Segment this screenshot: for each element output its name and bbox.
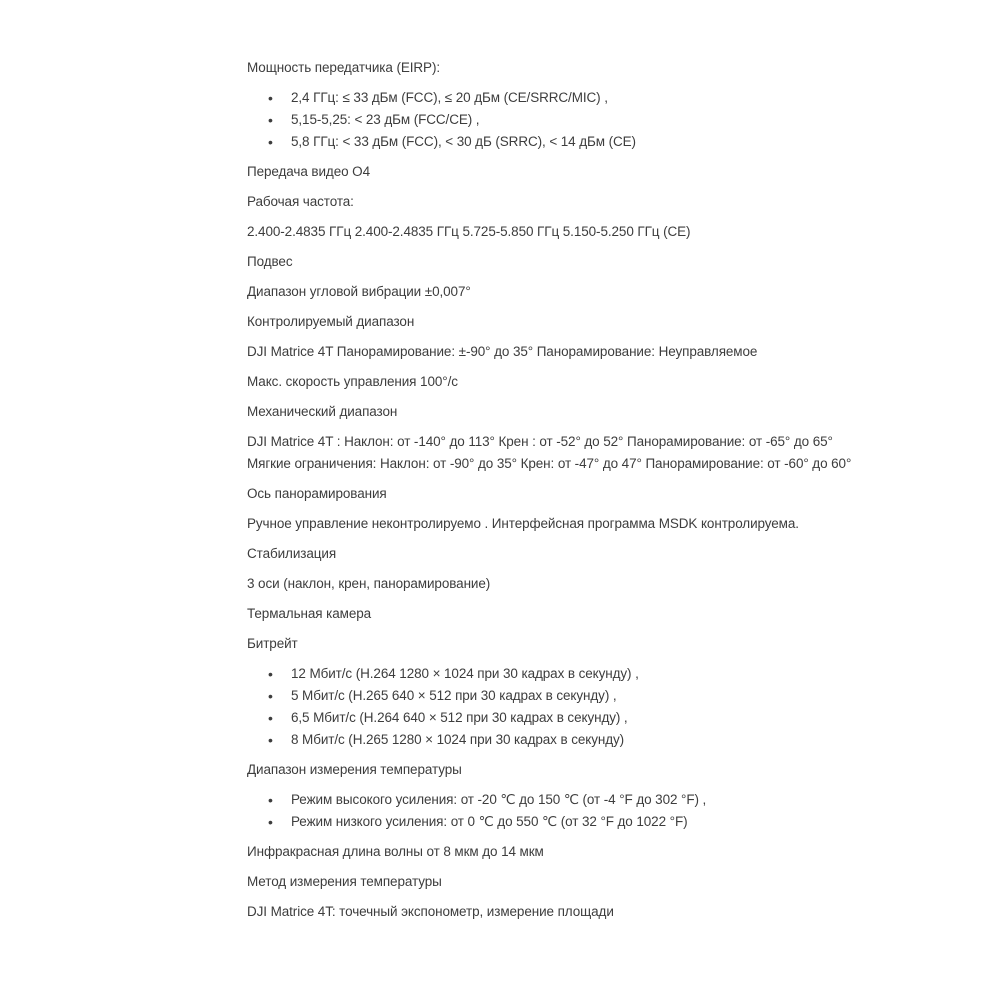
bullet-item: • Режим низкого усиления: от 0 ℃ до 550 ℃ (от 32 °F до 1022 °F) [247,811,867,833]
paragraph-text: Диапазон измерения температуры [247,762,462,777]
paragraph-text: Битрейт [247,636,298,651]
paragraph [247,573,867,595]
paragraph-text: Диапазон угловой вибрации ±0,007° [247,284,471,299]
bullet-item: • 8 Мбит/с (H.265 1280 × 1024 при 30 кадрах в секунду) [247,729,867,751]
bullet-item: • 5,8 ГГц: < 33 дБм (FCC), < 30 дБ (SRRC), < 14 дБм (CE) [247,131,867,153]
paragraph [247,841,867,863]
paragraph [247,431,867,475]
paragraph [247,251,867,273]
bullet-list [247,87,867,153]
paragraph [247,759,867,781]
spec-text-content [247,57,867,931]
paragraph [247,341,867,363]
paragraph-text: Ось панорамирования [247,486,387,501]
paragraph-text: 3 оси (наклон, крен, панорамирование) [247,576,491,591]
bullet-list [247,789,867,833]
paragraph-text: Передача видео O4 [247,164,370,179]
paragraph-line: DJI Matrice 4T : Наклон: от -140° до 113° Крен : от -52° до 52° Панорамирование: от -65° до 65° [247,434,833,449]
paragraph-text: Инфракрасная длина волны от 8 мкм до 14 мкм [247,844,544,859]
paragraph [247,161,867,183]
paragraph [247,281,867,303]
paragraph-text: DJI Matrice 4T: точечный экспонометр, измерение площади [247,904,614,919]
paragraph-text: Макс. скорость управления 100°/с [247,374,458,389]
paragraph [247,371,867,393]
paragraph-line: Мягкие ограничения: Наклон: от -90° до 35° Крен: от -47° до 47° Панорамирование: от -60° до 60° [247,456,852,471]
bullet-item: • 5 Мбит/с (H.265 640 × 512 при 30 кадрах в секунду) , [247,685,867,707]
paragraph [247,401,867,423]
paragraph-text: Мощность передатчика (EIRP): [247,60,440,75]
bullet-item: • Режим высокого усиления: от -20 ℃ до 150 ℃ (от -4 °F до 302 °F) , [247,789,867,811]
paragraph-text: Контролируемый диапазон [247,314,415,329]
paragraph [247,57,867,79]
paragraph [247,191,867,213]
bullet-item: • 5,15-5,25: < 23 дБм (FCC/CE) , [247,109,867,131]
paragraph-text: Подвес [247,254,293,269]
bullet-list [247,663,867,751]
paragraph [247,221,867,243]
paragraph [247,901,867,923]
paragraph [247,311,867,333]
paragraph-text: Рабочая частота: [247,194,354,209]
paragraph-text: Ручное управление неконтролируемо . Интерфейсная программа MSDK контролируема. [247,516,799,531]
paragraph-text: 2.400-2.4835 ГГц 2.400-2.4835 ГГц 5.725-5.850 ГГц 5.150-5.250 ГГц (CE) [247,224,691,239]
paragraph [247,871,867,893]
paragraph-text: Метод измерения температуры [247,874,442,889]
paragraph-text: DJI Matrice 4T Панорамирование: ±-90° до 35° Панорамирование: Неуправляемое [247,344,758,359]
paragraph [247,513,867,535]
paragraph-text: Механический диапазон [247,404,398,419]
bullet-item: • 2,4 ГГц: ≤ 33 дБм (FCC), ≤ 20 дБм (CE/SRRC/MIC) , [247,87,867,109]
bullet-item: • 6,5 Мбит/с (H.264 640 × 512 при 30 кадрах в секунду) , [247,707,867,729]
paragraph [247,543,867,565]
paragraph [247,603,867,625]
paragraph-text: Стабилизация [247,546,337,561]
paragraph-text: Термальная камера [247,606,372,621]
bullet-item: • 12 Мбит/с (H.264 1280 × 1024 при 30 кадрах в секунду) , [247,663,867,685]
paragraph [247,633,867,655]
paragraph [247,483,867,505]
